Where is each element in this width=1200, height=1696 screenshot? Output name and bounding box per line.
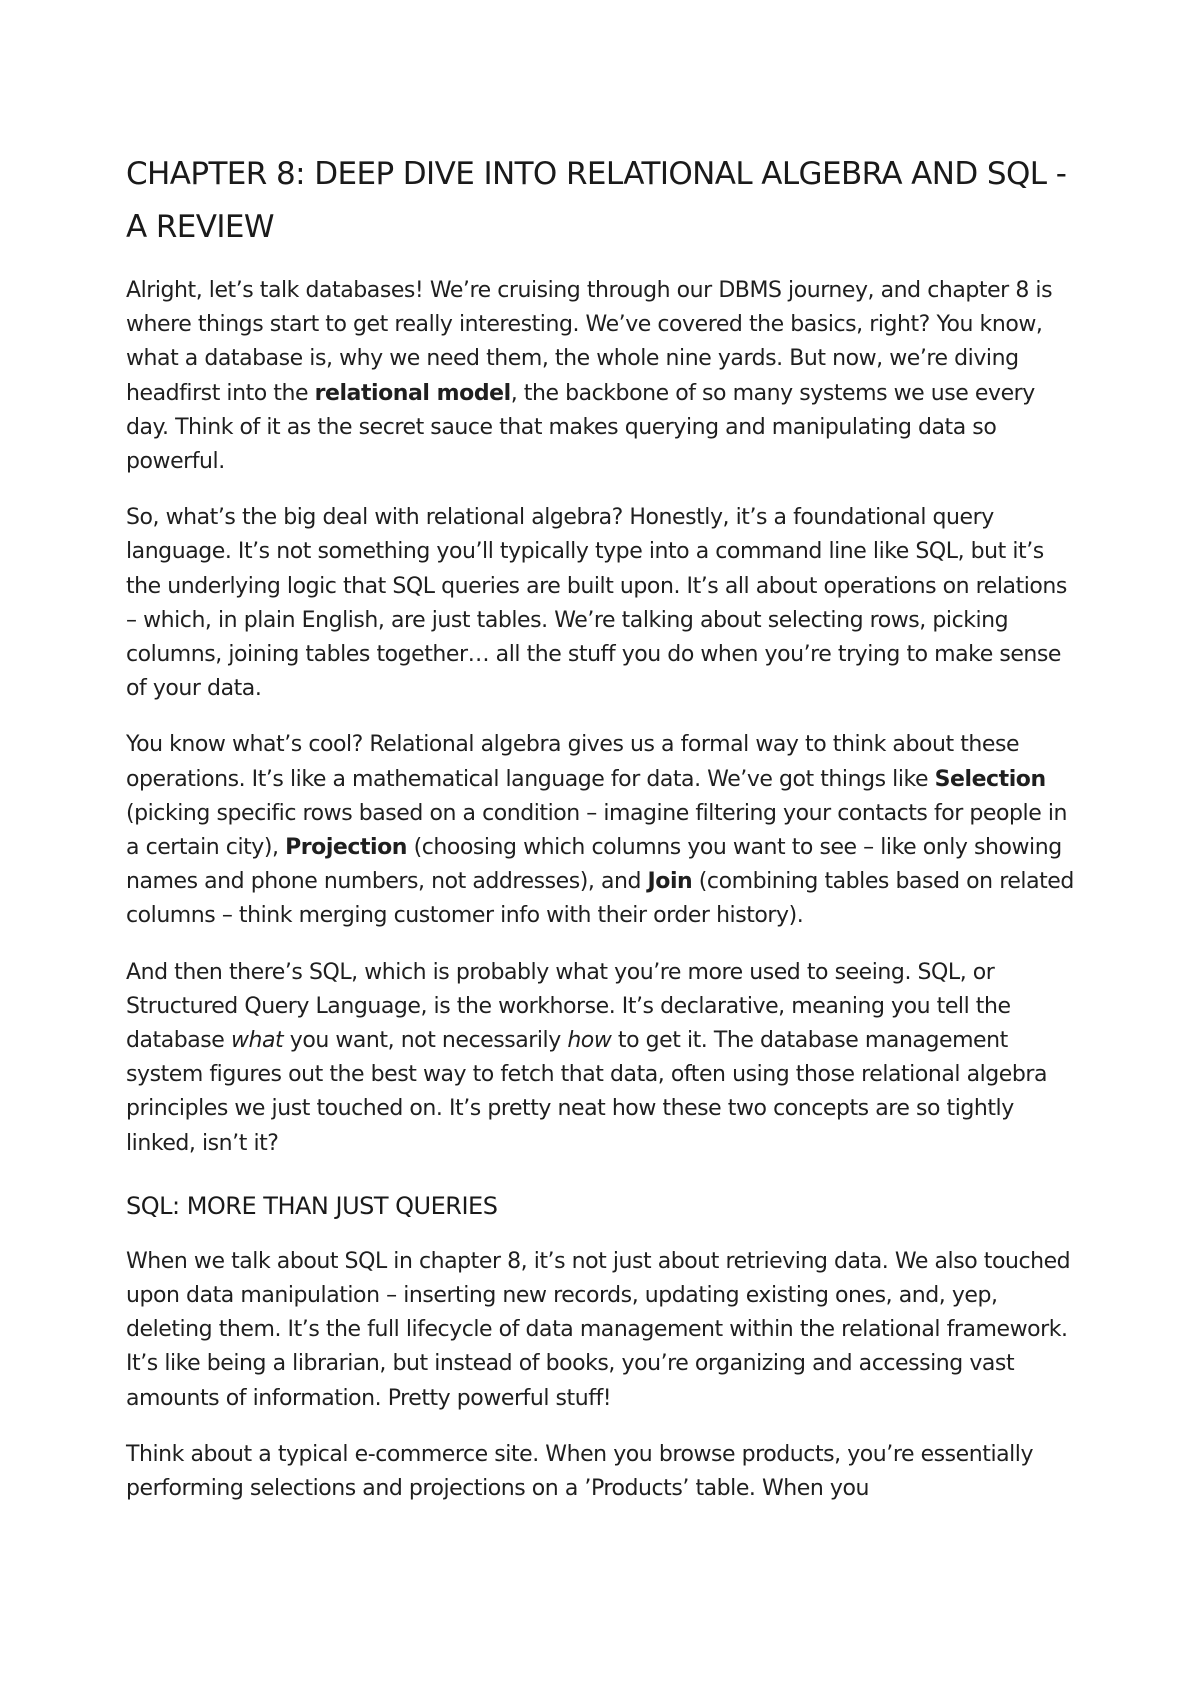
paragraph-text: (picking specific rows based on a condition – imagine filtering your contacts for people in a certain city), (126, 800, 1067, 861)
paragraph-text: And then there’s SQL, which is probably what you’re more used to seeing. SQL, or Structured Query Language, is the workhorse. It’s declarative, meaning you tell the database (126, 959, 1011, 1054)
paragraph-text: you want, not necessarily (283, 1028, 568, 1054)
chapter-title: CHAPTER 8: DEEP DIVE INTO RELATIONAL ALGEBRA AND SQL - A REVIEW (126, 156, 1067, 245)
paragraph-text: , the backbone of so many systems we use every day. Think of it as the secret sauce that makes querying and manipulating data so powerful. (126, 380, 1035, 475)
paragraph-text: (combining tables based on related columns – think merging customer info with their order history). (126, 869, 1074, 929)
paragraph-intro (126, 274, 1082, 479)
bold-term-relational-model: relational model (314, 380, 511, 406)
bold-term-selection: Selection (934, 766, 1046, 792)
paragraph-sql (126, 956, 1082, 1161)
document-page (126, 148, 1082, 1528)
paragraph-text: (choosing which columns you want to see – like only showing names and phone numbers, not addresses), and (126, 835, 1062, 895)
paragraph-text: You know what’s cool? Relational algebra gives us a formal way to think about these operations. It’s like a mathematical language for data. We’ve got things like (126, 732, 1020, 792)
paragraph-ecommerce: Think about a typical e-commerce site. When you browse products, you’re essentially performing selections and projections on a ’Products’ table. When you (126, 1441, 1034, 1502)
paragraph-text: to get it. The database management system figures out the best way to fetch that data, often using those relational algebra principles we just touched on. It’s pretty neat how these two concepts are so tightly linked, isn’t it? (126, 1028, 1048, 1156)
paragraph-operations (126, 728, 1082, 933)
paragraph-data-manipulation: When we talk about SQL in chapter 8, it’s not just about retrieving data. We also touched upon data manipulation – inserting new records, updating existing ones, and, yep, deleting them. It’s the full lifecycle of data management within the relational framework. It’s like being a librarian, but instead of books, you’re organizing and accessing vast amounts of information. Pretty powerful stuff! (126, 1248, 1071, 1411)
paragraph-text: Alright, let’s talk databases! We’re cruising through our DBMS journey, and chapter 8 is where things start to get really interesting. We’ve covered the basics, right? You know, what a database is, why we need them, the whole nine yards. But now, we’re diving headfirst into the (126, 278, 1053, 406)
bold-term-join: Join (647, 869, 693, 895)
italic-term-what: what (230, 1028, 284, 1054)
paragraph-relational-algebra: So, what’s the big deal with relational algebra? Honestly, it’s a foundational query language. It’s not something you’ll typically type into a command line like SQL, but it’s the underlying logic that SQL queries are built upon. It’s all about operations on relations – which, in plain English, are just tables. We’re talking about selecting rows, picking columns, joining tables together… all the stuff you do when you’re trying to make sense of your data. (126, 505, 1067, 702)
section-heading: SQL: MORE THAN JUST QUERIES (126, 1191, 498, 1220)
bold-term-projection: Projection (285, 835, 408, 861)
italic-term-how: how (567, 1028, 612, 1054)
